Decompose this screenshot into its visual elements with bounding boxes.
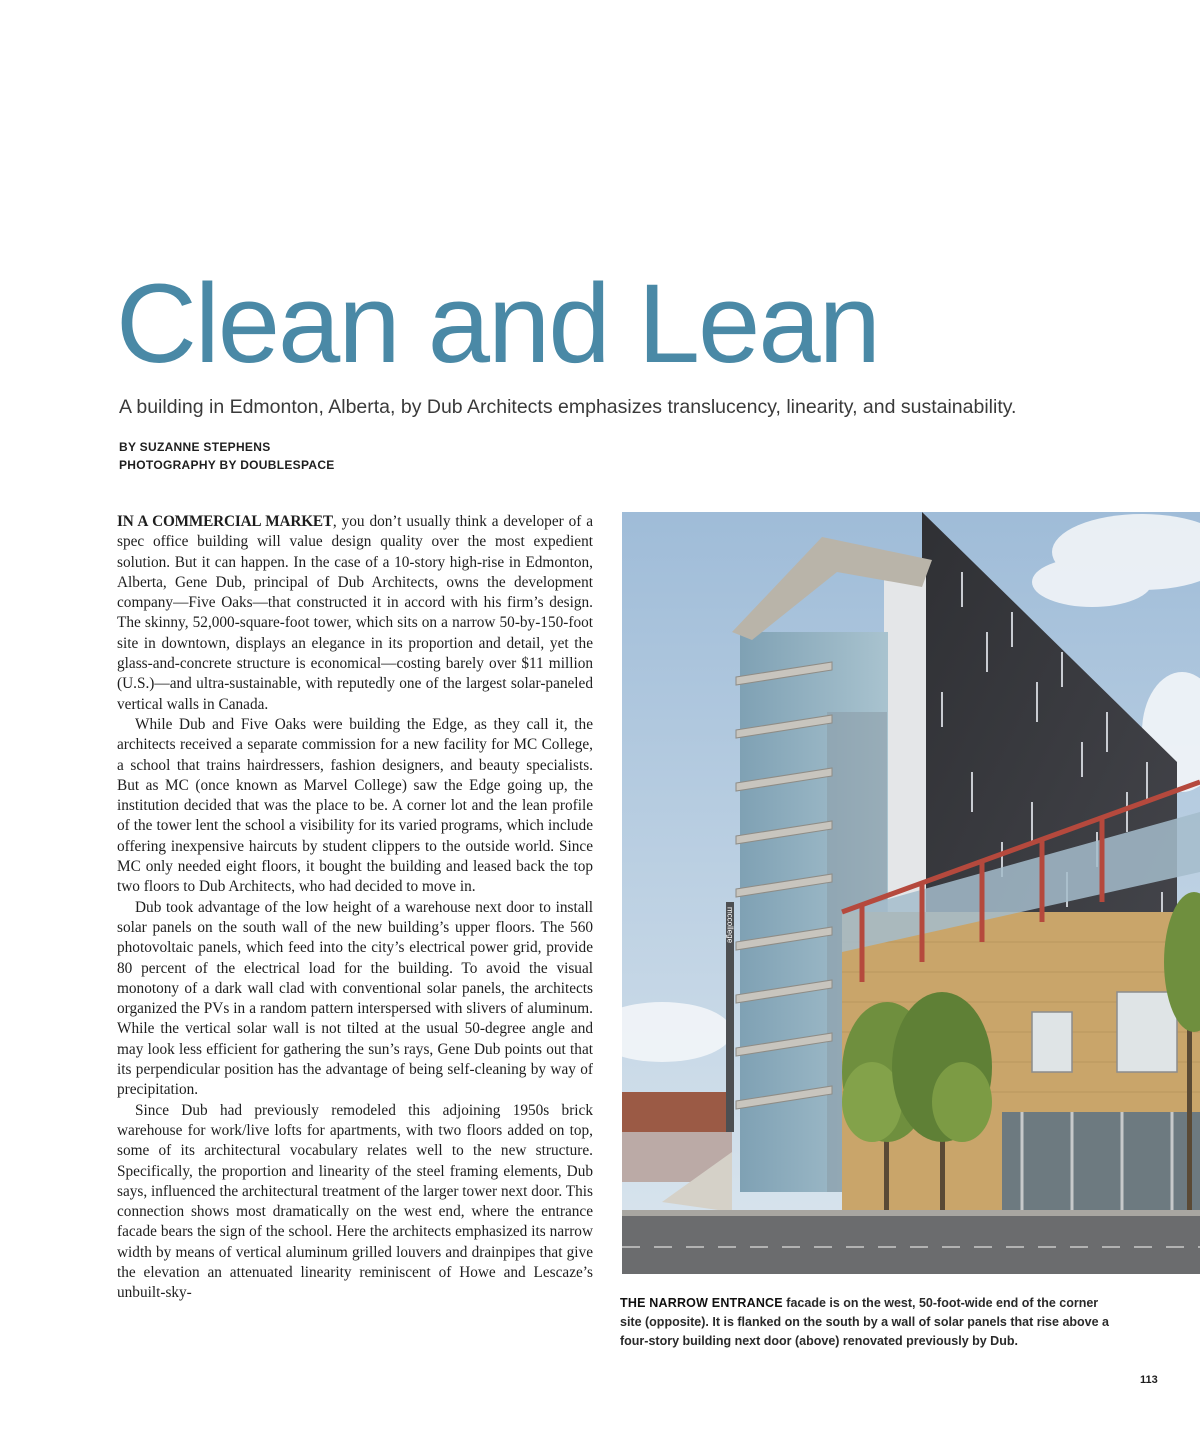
subtitle: A building in Edmonton, Alberta, by Dub Architects emphasizes translucency, linearity, and sustainability. (119, 396, 1017, 418)
paragraph: Since Dub had previously remodeled this adjoining 1950s brick warehouse for work/live lofts for apartments, with two floors added on top, some of its architectural vocabulary relates well to the new structure. Specifically, the proportion and linearity of the steel framing elements, Dub says, influenced the architectural treatment of the larger tower next door. This connection shows most dramatically on the west end, where the entrance facade bears the sign of the school. Here the architects emphasized its narrow width by means of vertical aluminum grilled louvers and drainpipes that give the elevation an attenuated linearity reminiscent of Howe and Lescaze’s unbuilt-sky- (117, 1101, 593, 1302)
paragraph (117, 512, 593, 715)
storefront (1002, 1112, 1200, 1212)
page-title: Clean and Lean (116, 261, 879, 386)
photo-caption (620, 1294, 1120, 1351)
page-number: 113 (1140, 1374, 1158, 1386)
photo-credit: PHOTOGRAPHY BY DOUBLESPACE (119, 458, 335, 472)
sign-text: mccollege (725, 907, 735, 944)
credits (119, 438, 335, 474)
paragraph: Dub took advantage of the low height of a warehouse next door to install solar panels on the south wall of the new building’s upper floors. The 560 photovoltaic panels, which feed into the city’s electrical power grid, provide 80 percent of the electrical load for the building. To avoid the visual monotony of a dark wall clad with conventional solar panels, the architects organized the PVs in a random pattern interspersed with slivers of aluminum. While the vertical solar wall is not tilted at the usual 50-degree angle and may look less efficient for gathering the sun’s rays, Gene Dub points out that its perpendicular position has the advantage of being self-cleaning by way of precipitation. (117, 898, 593, 1099)
building-illustration (622, 512, 1200, 1274)
building-photo (622, 512, 1200, 1274)
byline: BY SUZANNE STEPHENS (119, 440, 271, 454)
lead-in: IN A COMMERCIAL MARKET (117, 513, 333, 530)
caption-lead: THE NARROW ENTRANCE (620, 1296, 783, 1310)
paragraph-text: , you don’t usually think a developer of a spec office building will value design quality over the most expedient solution. But it can happen. In the case of a 10-story high-rise in Edmonton, Alberta, Gene Dub, principal of Dub Architects, owns the development company—Five Oaks—that constructed it in accord with his firm’s design. The skinny, 52,000-square-foot tower, which sits on a narrow 50-by-150-foot site in downtown, displays an elegance in its proportion and detail, yet the glass-and-concrete structure is economical—costing barely over $11 million (U.S.)—and ultra-sustainable, with reputedly one of the largest solar-paneled vertical walls in Canada. (117, 513, 594, 713)
article-body (117, 512, 593, 1304)
street (622, 1212, 1200, 1274)
caption-text: facade is on the west, 50-foot-wide end of the corner site (opposite). It is flanked on the south by a wall of solar panels that rise above a four-story building next door (above) renovated previously by Dub. (620, 1296, 1109, 1348)
paragraph: While Dub and Five Oaks were building the Edge, as they call it, the architects received a separate commission for a new facility for MC College, a school that trains hairdressers, fashion designers, and beauty specialists. But as MC (once known as Marvel College) saw the Edge going up, the institution decided that was the place to be. A corner lot and the lean profile of the tower lent the school a visibility for its varied programs, which include offering inexpensive haircuts by student clippers to the outside world. Since MC only needed eight floors, it bought the building and leased back the top two floors to Dub Architects, who had decided to move in. (117, 715, 593, 896)
